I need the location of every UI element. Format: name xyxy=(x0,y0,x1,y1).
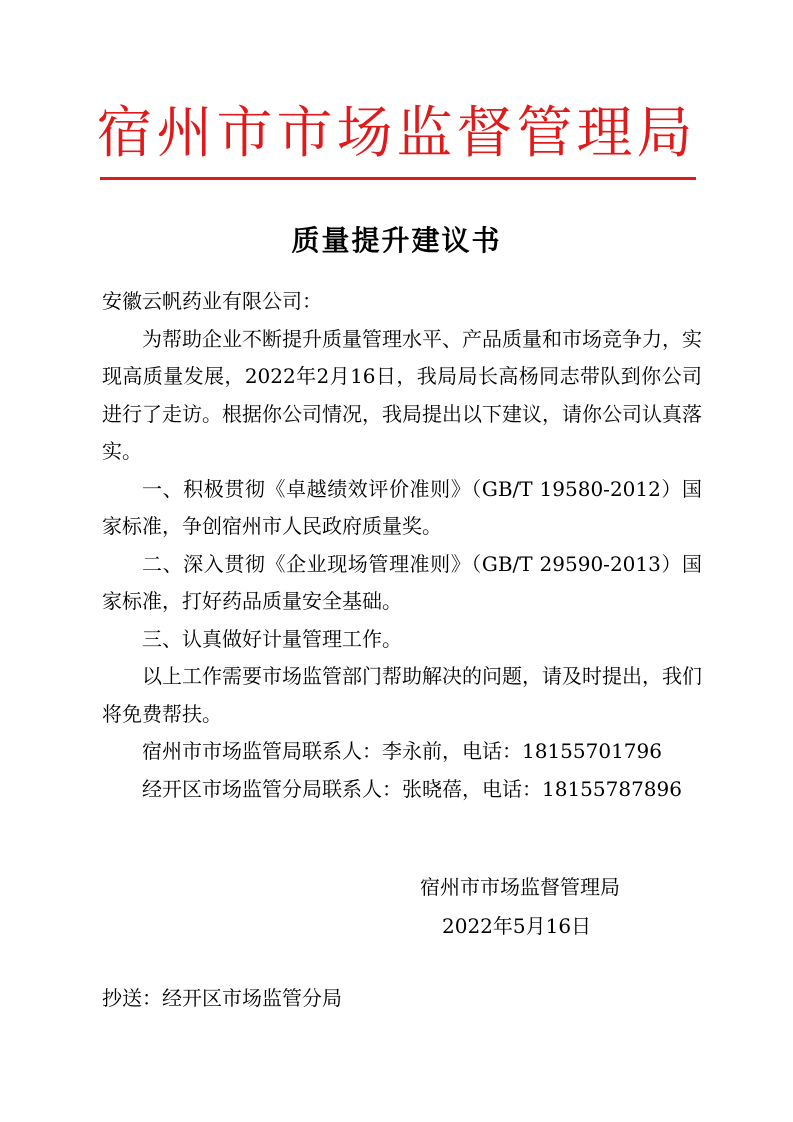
signature-block xyxy=(420,868,720,946)
document-body xyxy=(102,283,702,808)
body-paragraph-item-1: 一、积极贯彻《卓越绩效评价准则》（GB/T 19580-2012）国家标准，争创宿州市人民政府质量奖。 xyxy=(102,476,702,538)
contact-line-district: 经开区市场监管分局联系人：张晓蓓，电话：18155787896 xyxy=(142,776,682,801)
body-paragraph-item-2: 二、深入贯彻《企业现场管理准则》（GB/T 29590-2013）国家标准，打好药品质量安全基础。 xyxy=(102,551,702,613)
body-paragraph-item-3: 三、认真做好计量管理工作。 xyxy=(142,626,402,651)
document-title: 质量提升建议书 xyxy=(291,224,502,257)
body-paragraph-closing: 以上工作需要市场监管部门帮助解决的问题，请及时提出，我们将免费帮扶。 xyxy=(102,664,702,726)
body-paragraph-intro: 为帮助企业不断提升质量管理水平、产品质量和市场竞争力，实现高质量发展，2022年2月16日，我局局长高杨同志带队到你公司进行了走访。根据你公司情况，我局提出以下建议，请你公司认真落实。 xyxy=(102,326,702,463)
header-divider xyxy=(100,177,696,180)
contact-line-city: 宿州市市场监管局联系人：李永前，电话：18155701796 xyxy=(142,739,662,763)
cc-line: 抄送：经开区市场监管分局 xyxy=(102,986,342,1010)
issuing-authority-header: 宿州市市场监督管理局 xyxy=(96,101,697,166)
signature-org: 宿州市市场监督管理局 xyxy=(420,875,620,899)
salutation: 安徽云帆药业有限公司： xyxy=(102,289,322,313)
signature-date: 2022年5月16日 xyxy=(442,914,592,938)
